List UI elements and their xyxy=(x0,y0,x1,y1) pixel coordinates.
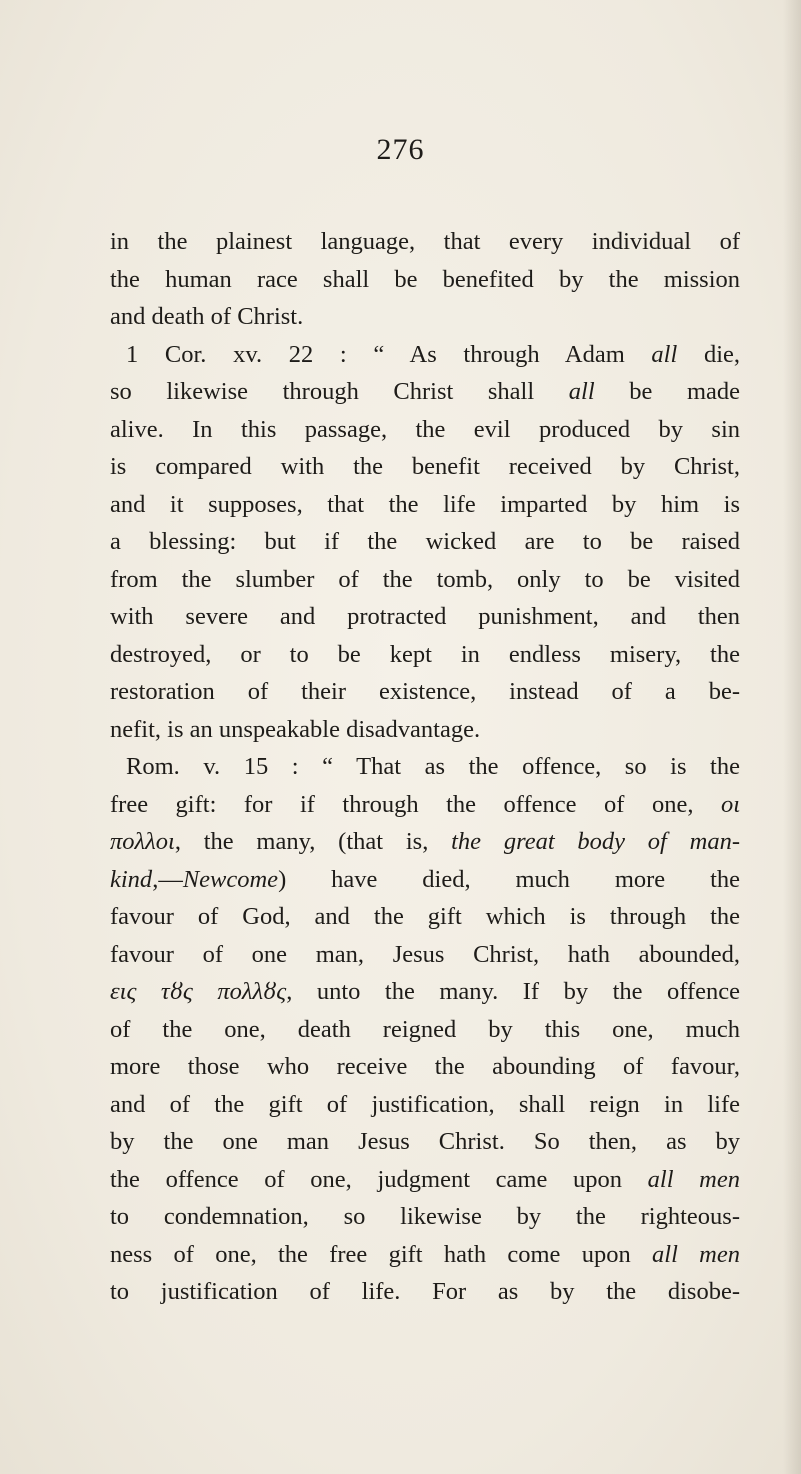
text-line-15: Rom. v. 15 : “ That as the offence, so is the xyxy=(126,753,740,780)
italic-phrase: the great body of man- xyxy=(451,828,740,855)
text-line-3: and death of Christ. xyxy=(110,303,304,330)
text-line-25: by the one man Jesus Christ. So then, as by xyxy=(110,1128,740,1155)
text-line-18: kind,—Newcome) have died, much more the xyxy=(110,865,740,893)
greek-word: οι xyxy=(720,790,740,818)
text-line-23: more those who receive the abounding of favour, xyxy=(110,1053,740,1080)
text-line-14: nefit, is an unspeakable disadvantage. xyxy=(110,715,481,743)
text-line-17: πολλοι, the many, (that is, the great body of man- xyxy=(110,828,740,855)
text-line-2: the human race shall be benefited by the mission xyxy=(110,265,740,293)
page-edge-shadow xyxy=(783,0,801,1474)
text-line-4: 1 Cor. xv. 22 : “ As through Adam all die, xyxy=(126,340,740,368)
text-line-29: to justification of life. For as by the disobe- xyxy=(110,1278,740,1305)
italic-phrase: kind xyxy=(110,865,153,893)
italic-all: all xyxy=(651,340,678,368)
text-line-12: destroyed, or to be kept in endless misery, the xyxy=(110,640,740,668)
text-line-21: εις τȣς πολλȣς, unto the many. If by the offence xyxy=(110,978,740,1005)
italic-all-men: all men xyxy=(647,1165,740,1193)
greek-word: πολλοι xyxy=(110,828,175,855)
text-line-24: and of the gift of justification, shall reign in life xyxy=(110,1090,740,1118)
text-line-9: a blessing: but if the wicked are to be raised xyxy=(110,528,740,555)
page-number: 276 xyxy=(376,133,425,166)
text-line-20: favour of one man, Jesus Christ, hath abounded, xyxy=(110,940,740,968)
italic-all-men: all men xyxy=(652,1240,740,1268)
text-line-8: and it supposes, that the life imparted by him is xyxy=(110,490,740,518)
text-line-16: free gift: for if through the offence of one, οι xyxy=(110,790,740,818)
text-line-1: in the plainest language, that every individual of xyxy=(110,228,740,255)
text-line-28: ness of one, the free gift hath come upon all men xyxy=(110,1240,740,1268)
text-line-19: favour of God, and the gift which is through the xyxy=(110,903,740,930)
text-line-26: the offence of one, judgment came upon all men xyxy=(110,1165,740,1193)
italic-name: Newcome xyxy=(182,865,279,893)
text-line-27: to condemnation, so likewise by the righteous- xyxy=(110,1203,740,1230)
text-line-11: with severe and protracted punishment, and then xyxy=(110,603,740,630)
body-text xyxy=(110,223,740,1311)
text-line-5: so likewise through Christ shall all be made xyxy=(110,378,740,405)
greek-phrase: εις τȣς πολλȣς xyxy=(110,978,287,1005)
text-line-10: from the slumber of the tomb, only to be visited xyxy=(110,565,740,593)
italic-all: all xyxy=(568,378,595,405)
text-line-7: is compared with the benefit received by Christ, xyxy=(110,453,740,480)
text-line-13: restoration of their existence, instead of a be- xyxy=(110,678,740,705)
text-line-6: alive. In this passage, the evil produced by sin xyxy=(110,415,740,443)
text-line-22: of the one, death reigned by this one, much xyxy=(110,1015,740,1043)
